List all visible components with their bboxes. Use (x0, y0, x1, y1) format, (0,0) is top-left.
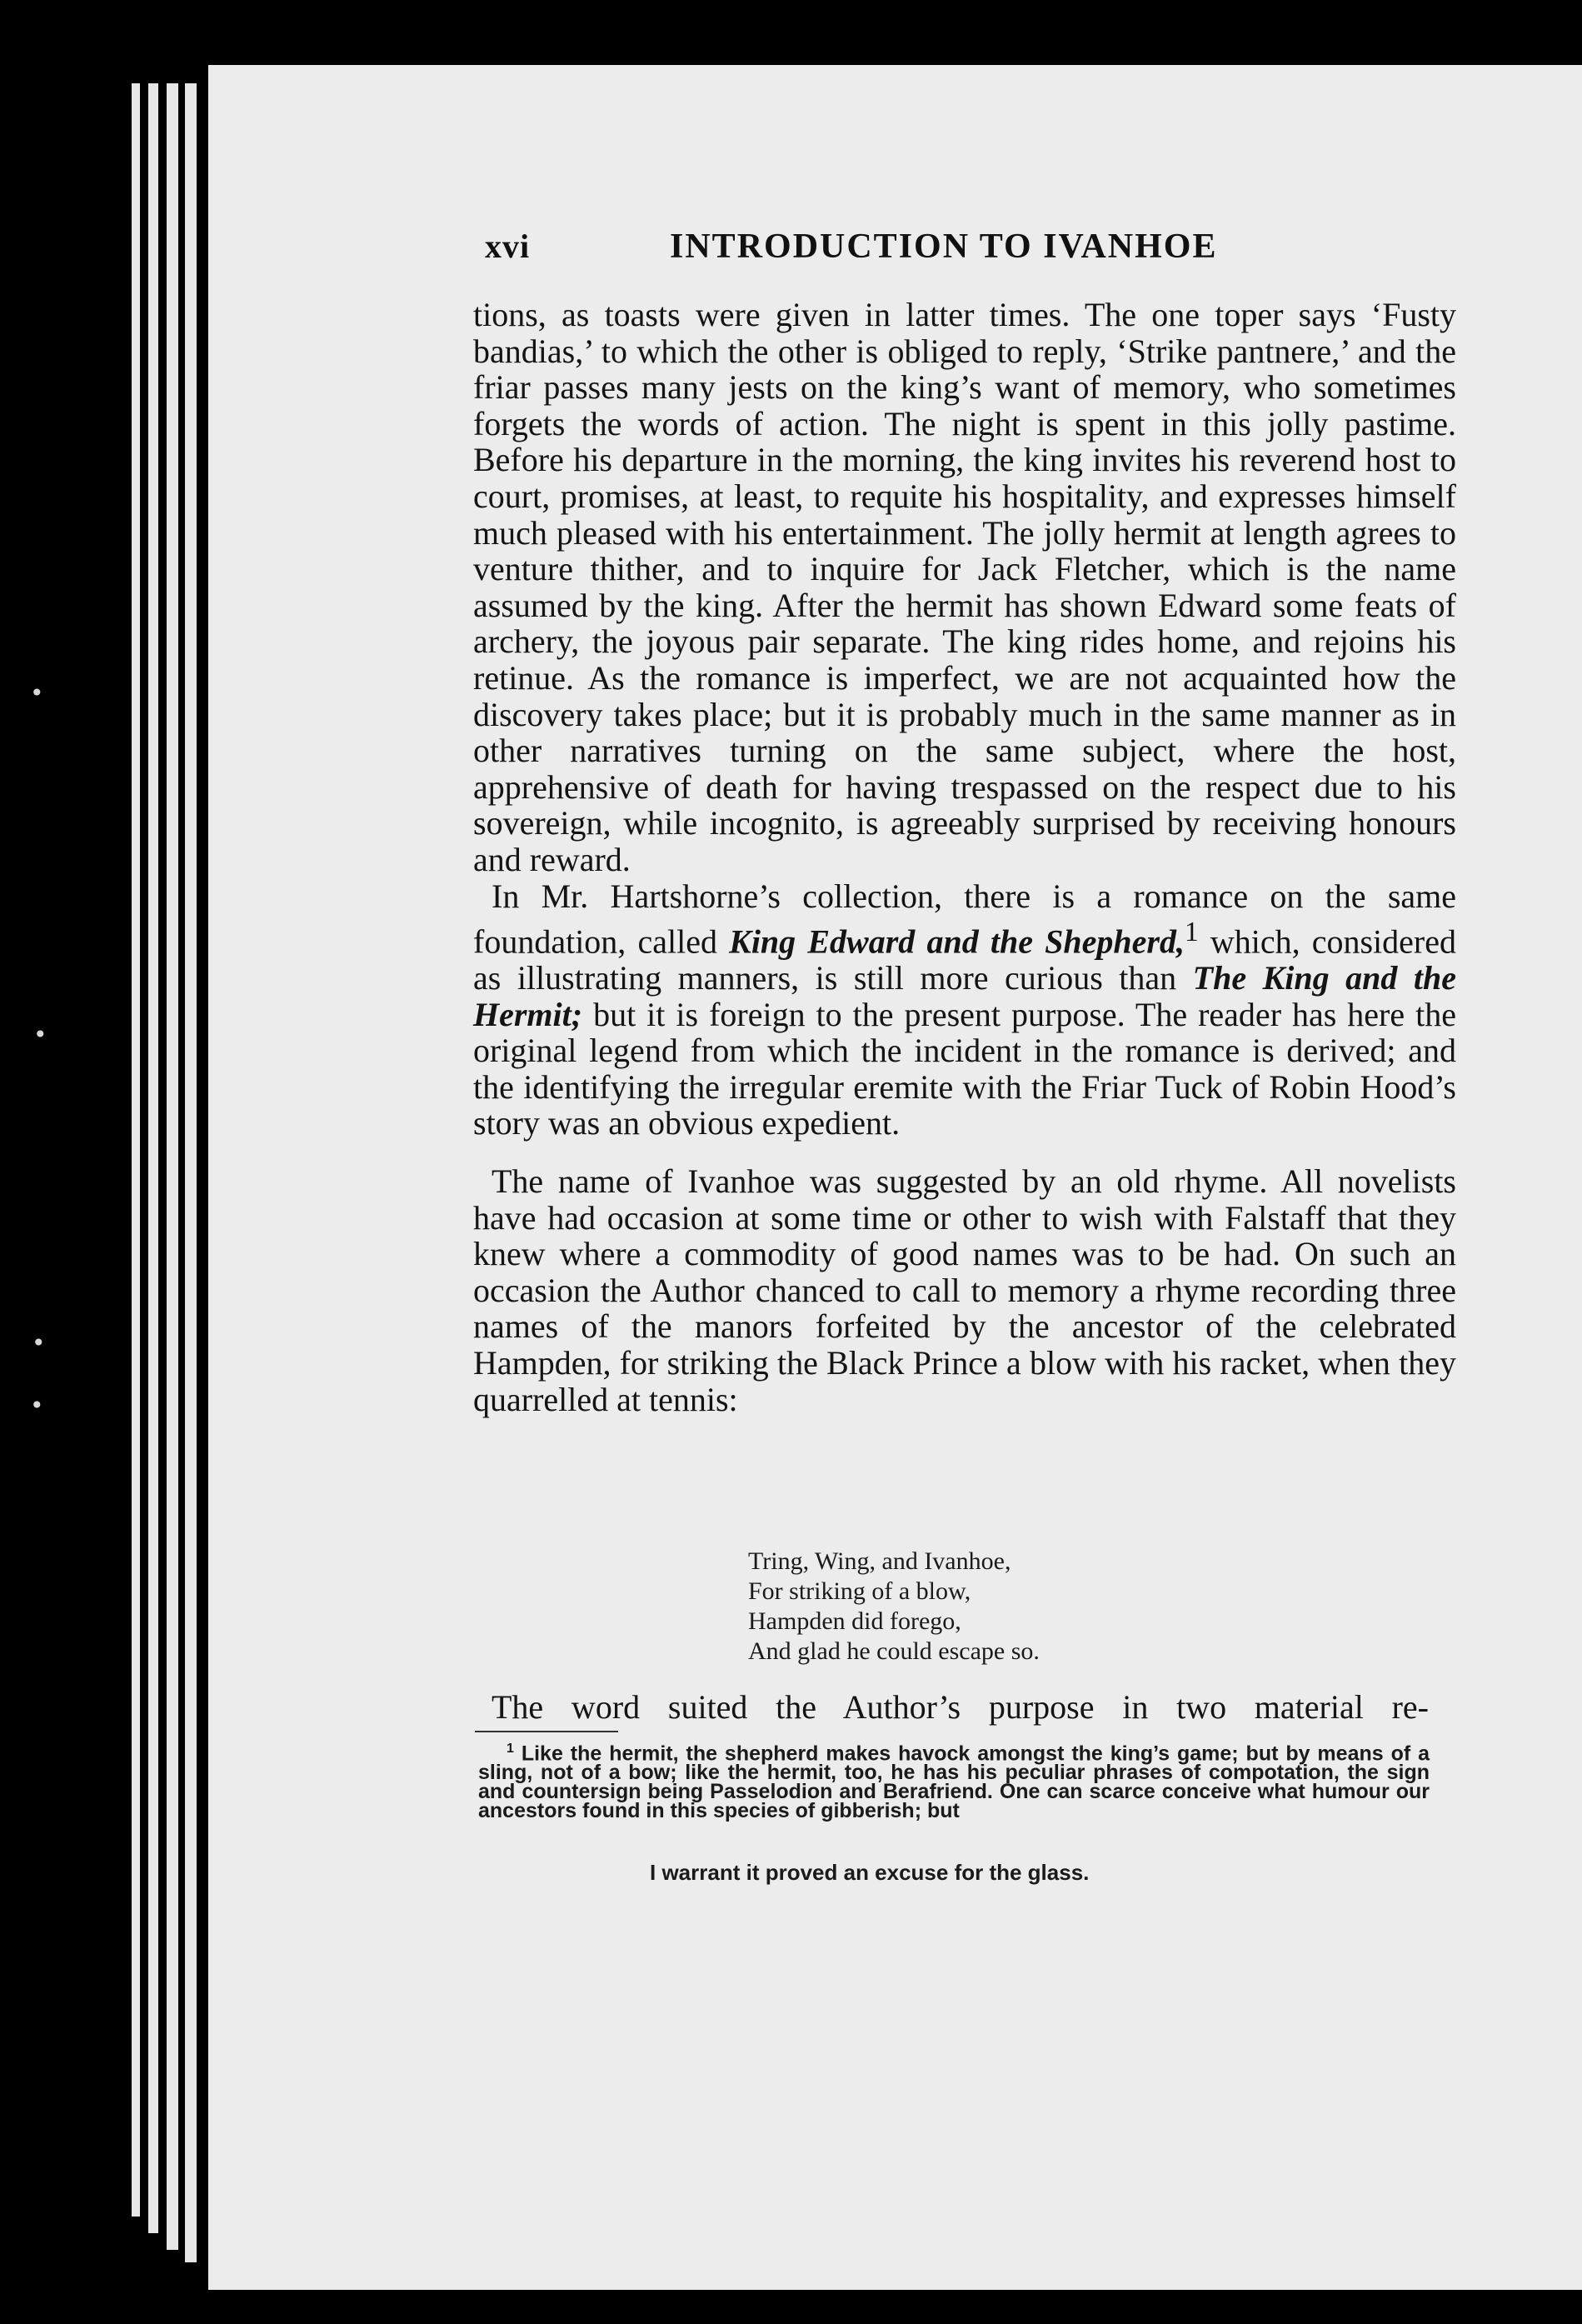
footnote-rule (475, 1731, 618, 1732)
verse-line: Tring, Wing, and Ivanhoe, (748, 1547, 1011, 1575)
footnote (478, 1740, 1430, 1821)
scan-speck: • (33, 1021, 47, 1048)
paragraph-text: but it is foreign to the present purpose. The reader has here the original legend from which the incident in the romance is derived; and the identifying the irregular eremite with the Friar Tuck of Robin Hood’s story was an obvious expedient. (473, 995, 1456, 1142)
verse-line: And glad he could escape so. (748, 1637, 1040, 1665)
scan-speck: • (32, 1329, 46, 1357)
verse-line: For striking of a blow, (748, 1577, 971, 1605)
page-number: xvi (485, 227, 531, 265)
paragraph: tions, as toasts were given in latter times. The one toper says ‘Fusty bandias,’ to which the other is obliged to reply, ‘Strike pantnere,’ and the friar passes many jests on the king’s want of memory, who sometimes forgets the words of action. The night is spent in this jolly pastime. Before his departure in the morning, the king invites his reverend host to court, promises, at least, to requite his hospitality, and expresses himself much pleased with his entertainment. The jolly hermit at length agrees to venture thither, and to inquire for Jack Fletcher, which is the name assumed by the king. After the hermit has shown Edward some feats of archery, the joyous pair separate. The king rides home, and rejoins his retinue. As the romance is imperfect, we are not acquainted how the discovery takes place; but it is probably much in the same manner as in other narratives turning on the same subject, where the host, apprehensive of death for having trespassed on the respect due to his sovereign, while incognito, is agreeably surprised by receiving honours and reward. (473, 296, 1456, 878)
scan-speck: • (30, 679, 44, 707)
scan-speck: • (30, 1392, 44, 1419)
body-text (473, 297, 1456, 1417)
page-edge (132, 83, 140, 2217)
footnote-reference: 1 (1184, 917, 1199, 948)
verse-quotation (748, 1547, 1040, 1667)
running-title: INTRODUCTION TO IVANHOE (670, 227, 1218, 266)
footnote-paragraph (478, 1740, 1430, 1821)
page-edge (167, 83, 178, 2250)
book-title: The King and the Hermit; (473, 959, 1456, 1033)
footnote-marker: 1 (507, 1742, 514, 1756)
page-edge (148, 83, 158, 2233)
page-edge (185, 83, 197, 2262)
footnote-last-line: I warrant it proved an excuse for the glass. (650, 1860, 1090, 1885)
paragraph: The name of Ivanhoe was suggested by an old rhyme. All novelists have had occasion at some time or other to wish with Falstaff that they knew where a commodity of good names was to be had. On such an occasion the Author chanced to call to memory a rhyme recording three names of the manors forfeited by the ancestor of the celebrated Hampden, for striking the Black Prince a blow with his racket, when they quarrelled at tennis: (473, 1162, 1456, 1418)
paragraph-text: In Mr. Hartshorne’s collection, there is a romance on the same foundation, called (473, 877, 1456, 961)
paragraph-text: which, considered as illustrating manners, is still more curious than (473, 922, 1456, 997)
verse-line: Hampden did forego, (748, 1607, 961, 1635)
continued-text-line: The word suited the Author’s purpose in two material re- (492, 1688, 1429, 1726)
book-title: King Edward and the Shepherd, (729, 922, 1185, 961)
footnote-text: Like the hermit, the shepherd makes havock amongst the king’s game; but by means of a sling, not of a bow; like the hermit, too, he has his peculiar phrases of compotation, the sign and countersign being Passelodion and Berafriend. One can scarce conceive what humour our ancestors found in this species of gibberish; but (478, 1742, 1430, 1822)
paragraph (473, 878, 1456, 1142)
running-header (275, 227, 1291, 285)
